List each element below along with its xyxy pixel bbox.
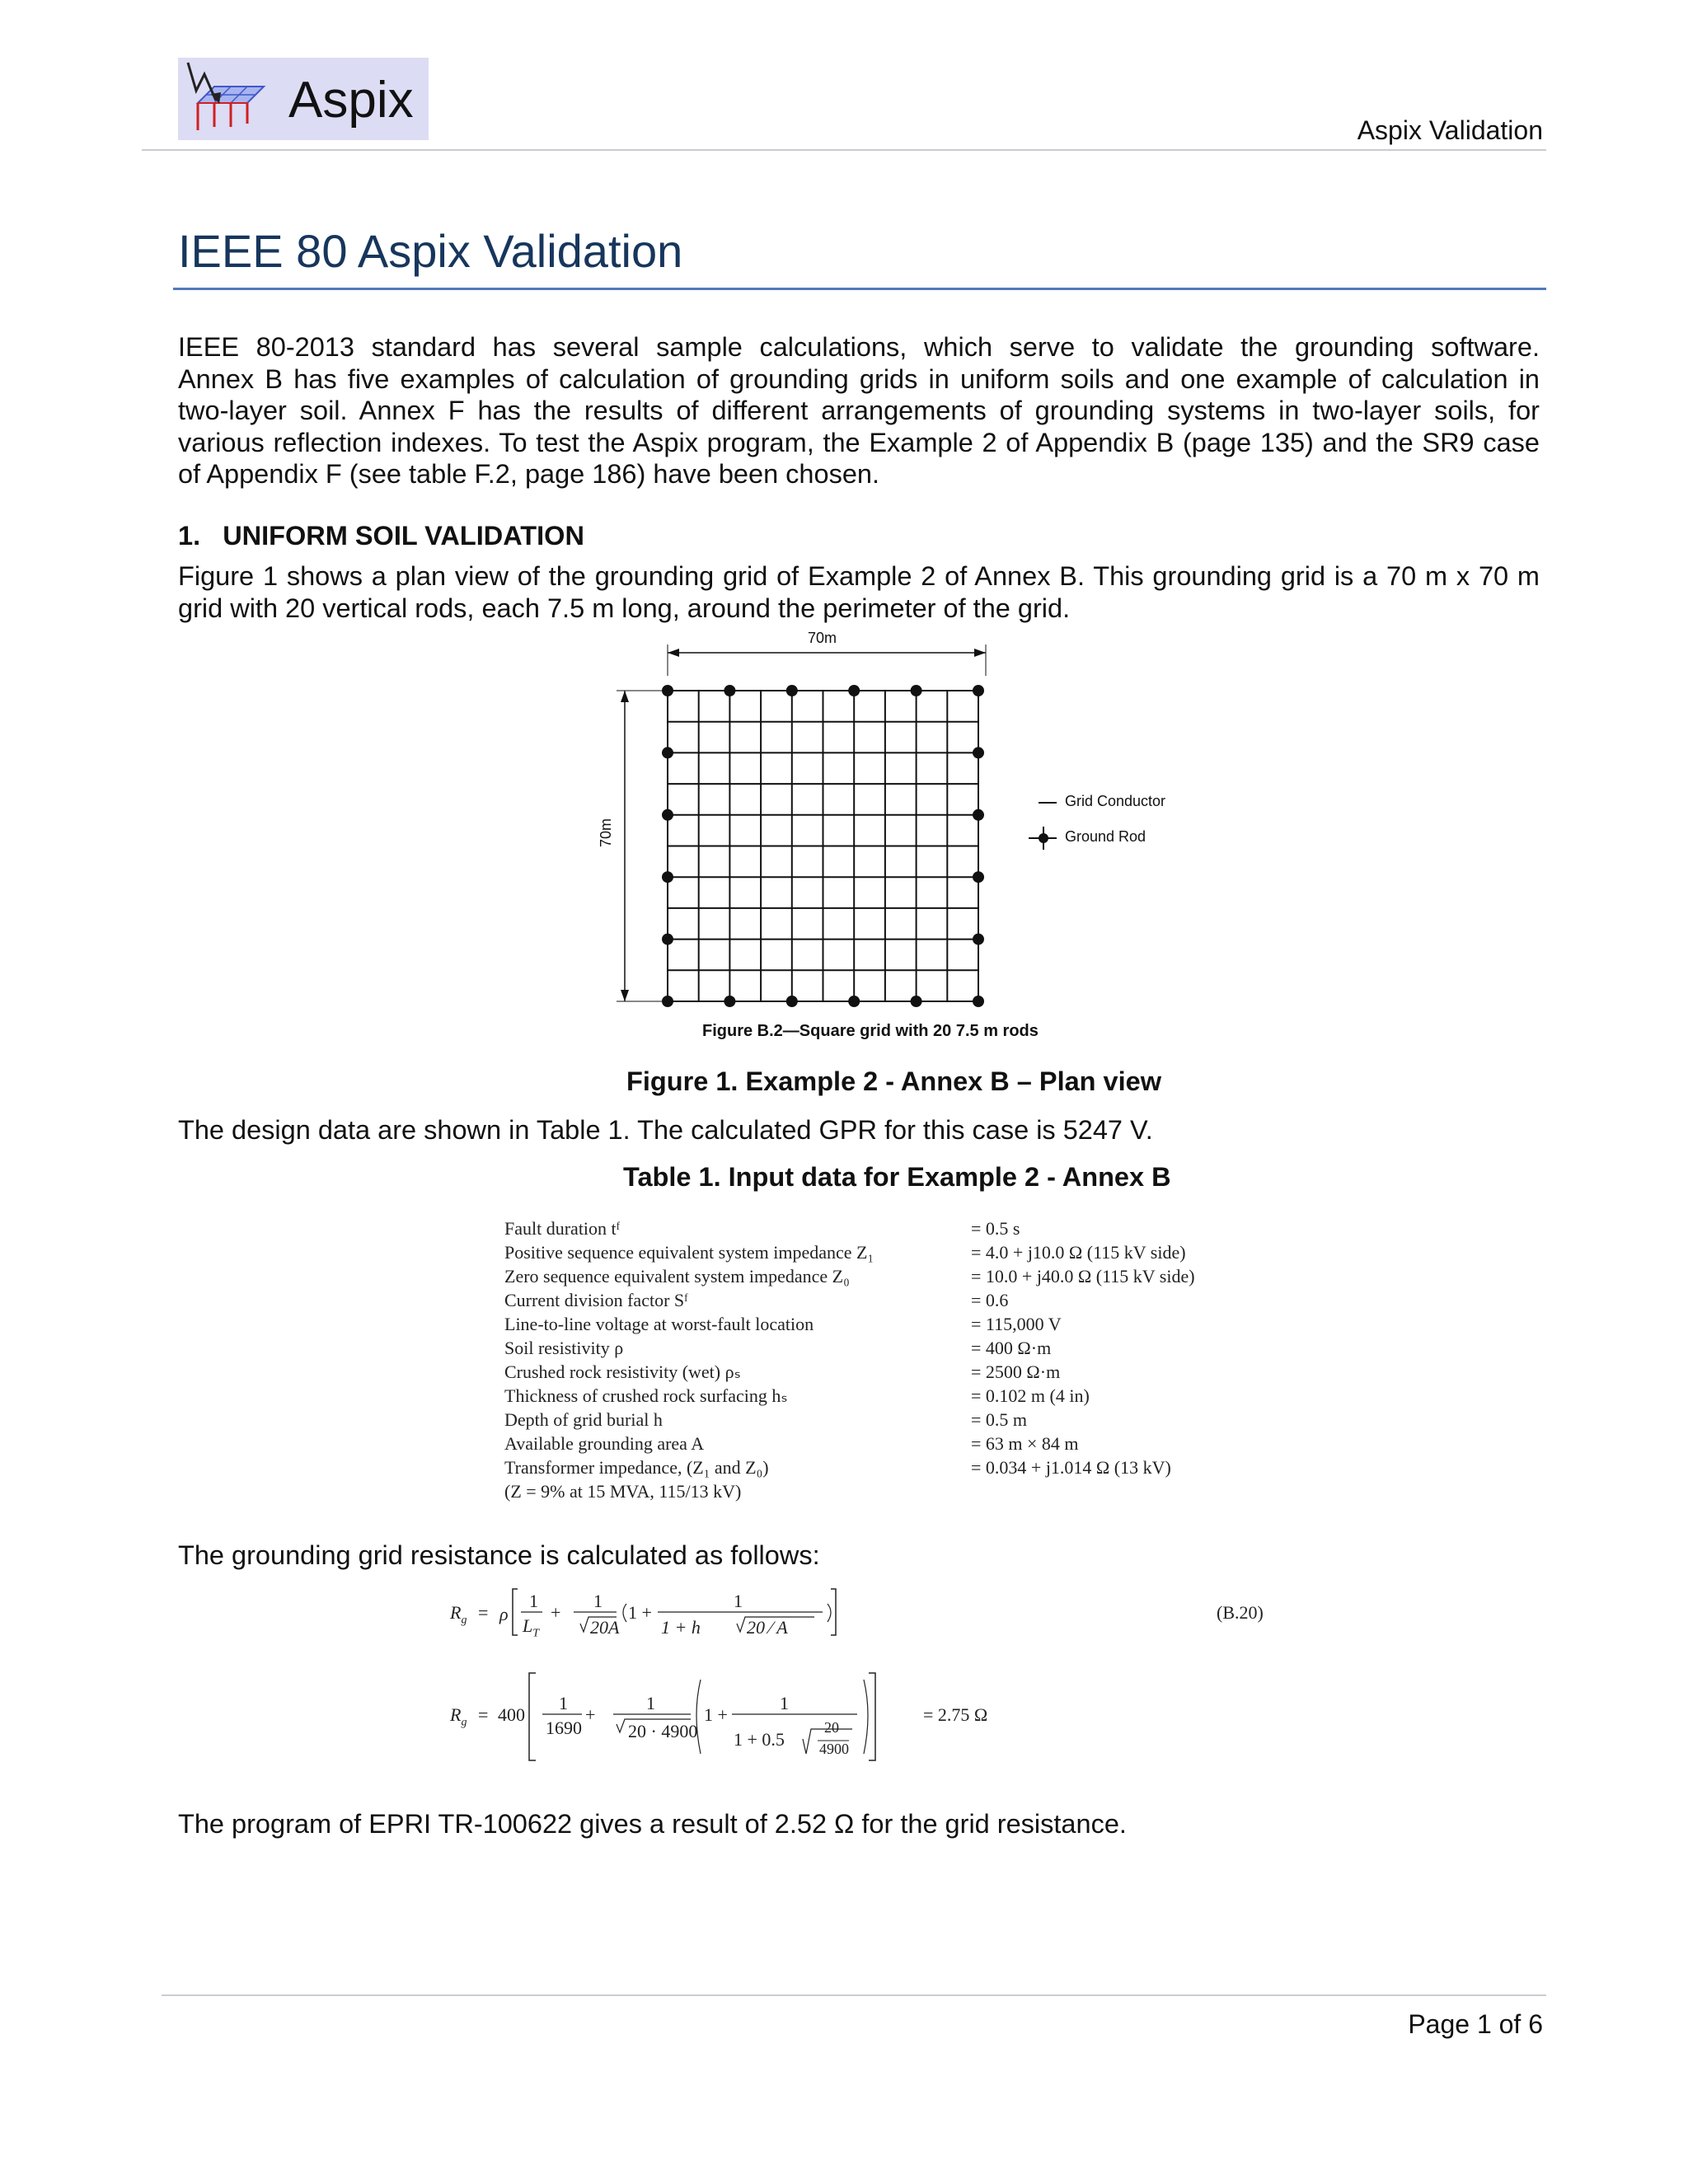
equation-b20 — [445, 1582, 1286, 1648]
eq2-lhs-sub: g — [461, 1716, 467, 1729]
eq2-oneplus: 1 + — [704, 1704, 728, 1725]
eq2-result: = 2.75 Ω — [923, 1704, 988, 1725]
ground-rod — [848, 996, 860, 1007]
table-row-value: = 0.6 — [971, 1290, 1009, 1310]
eq1-number: (B.20) — [1217, 1602, 1264, 1623]
eq1-LT-sub: T — [532, 1627, 540, 1640]
eq1-num1: 1 — [529, 1591, 538, 1611]
table-row-label: Current division factor Sᶠ — [504, 1290, 688, 1310]
ground-rod — [786, 685, 798, 696]
ground-rod — [848, 685, 860, 696]
table-row-value: = 2500 Ω·m — [971, 1361, 1061, 1382]
ground-rod — [973, 934, 984, 945]
ground-rod — [973, 809, 984, 821]
table-row-label: Fault duration tᶠ — [504, 1218, 621, 1239]
resistance-text — [178, 1540, 1540, 1572]
ground-rod — [911, 996, 922, 1007]
page-number: Page 1 of 6 — [1408, 2009, 1543, 2039]
footer-divider — [162, 1994, 1546, 1996]
eq2-frac-num: 20 — [824, 1719, 839, 1736]
eq2-d1: 1690 — [546, 1718, 582, 1738]
table-row-label: Zero sequence equivalent system impedance Z₀ — [504, 1266, 850, 1286]
ground-rod — [911, 685, 922, 696]
legend-conductor-label: Grid Conductor — [1065, 793, 1166, 809]
section-heading: 1. UNIFORM SOIL VALIDATION — [178, 521, 584, 551]
title-underline — [173, 288, 1546, 290]
page-title: IEEE 80 Aspix Validation — [178, 225, 683, 277]
eq1-rho: ρ — [499, 1604, 509, 1624]
grid-plan-figure — [577, 626, 1203, 1055]
table-row-label: Line-to-line voltage at worst-fault location — [504, 1314, 814, 1334]
eq2-plus: + — [585, 1704, 596, 1725]
intro-line: various reflection indexes. To test the Aspix program, the Example 2 of Appendix B (page 135) and the SR9 case — [178, 427, 1540, 457]
eq2-d2: 20 · 4900 — [628, 1721, 698, 1741]
intro-line: of Appendix F (see table F.2, page 186) have been chosen. — [178, 459, 880, 489]
side-dimension-label: 70m — [598, 818, 615, 848]
table-row-label: Positive sequence equivalent system impedance Z₁ — [504, 1242, 874, 1263]
eq1-plus: + — [551, 1602, 561, 1623]
intro-line: two-layer soil. Annex F has the results of different arrangements of grounding systems in two-layer soils, for — [178, 396, 1540, 425]
section1-paragraph — [178, 560, 1540, 624]
eq1-equals: = — [478, 1602, 489, 1623]
eq2-num2: 1 — [646, 1693, 655, 1713]
logo-text: Aspix — [288, 72, 414, 129]
ground-rod — [662, 871, 673, 883]
top-dimension-label: 70m — [808, 630, 837, 646]
ground-rod — [662, 747, 673, 758]
ground-rod — [662, 934, 673, 945]
legend-rod-label: Ground Rod — [1065, 828, 1146, 845]
table-row-value: = 0.5 m — [971, 1409, 1028, 1430]
header-divider — [142, 149, 1546, 151]
eq2-d3-prefix: 1 + 0.5 — [734, 1729, 785, 1750]
design-data-text — [178, 1114, 1540, 1146]
section1-line: grid with 20 vertical rods, each 7.5 m long, around the perimeter of the grid. — [178, 593, 1071, 623]
figure-caption: Figure 1. Example 2 - Annex B – Plan view — [626, 1066, 1162, 1096]
table-row-value: = 63 m × 84 m — [971, 1433, 1079, 1454]
eq1-num2: 1 — [593, 1591, 603, 1611]
table-row-label: Crushed rock resistivity (wet) ρₛ — [504, 1361, 741, 1382]
design-data-line: The design data are shown in Table 1. The calculated GPR for this case is 5247 V. — [178, 1115, 1153, 1145]
eq1-sqrt20A: 20A — [590, 1617, 620, 1638]
ground-rod — [724, 996, 735, 1007]
table-row-label: (Z = 9% at 15 MVA, 115/13 kV) — [504, 1481, 742, 1502]
epri-text — [178, 1808, 1540, 1840]
header-title: Aspix Validation — [1357, 115, 1543, 145]
eq2-num1: 1 — [559, 1693, 568, 1713]
table-row-label: Thickness of crushed rock surfacing hₛ — [504, 1385, 788, 1406]
ground-rod — [724, 685, 735, 696]
ground-rod — [973, 685, 984, 696]
ground-rod — [973, 747, 984, 758]
equation-numeric — [445, 1668, 988, 1767]
eq2-num3: 1 — [780, 1693, 789, 1713]
input-data-table — [504, 1218, 1246, 1515]
eq1-lhs: R — [450, 1602, 462, 1623]
ground-rod — [973, 996, 984, 1007]
intro-line: IEEE 80-2013 standard has several sample calculations, which serve to validate the grounding software. — [178, 332, 1540, 362]
table-row-value: = 0.5 s — [971, 1218, 1020, 1239]
ground-rod — [662, 685, 673, 696]
eq1-den-sqrt: 20 ⁄ A — [747, 1617, 788, 1638]
eq1-num3: 1 — [734, 1591, 743, 1611]
logo-grid-icon — [183, 58, 274, 140]
table-row-value: = 115,000 V — [971, 1314, 1062, 1334]
table-row-value: = 4.0 + j10.0 Ω (115 kV side) — [971, 1242, 1186, 1263]
table-row-value: = 400 Ω·m — [971, 1338, 1052, 1358]
resistance-line: The grounding grid resistance is calculated as follows: — [178, 1540, 820, 1570]
eq1-LT: L — [523, 1615, 533, 1636]
eq2-frac-den: 4900 — [819, 1741, 849, 1757]
table-caption: Table 1. Input data for Example 2 - Annex B — [623, 1162, 1171, 1192]
ground-rod — [662, 996, 673, 1007]
table-row-value: = 0.102 m (4 in) — [971, 1385, 1090, 1406]
eq2-lhs: R — [450, 1704, 462, 1725]
ground-rod — [973, 871, 984, 883]
table-row-label: Soil resistivity ρ — [504, 1338, 624, 1358]
ground-rod — [786, 996, 798, 1007]
figure-inner-caption: Figure B.2—Square grid with 20 7.5 m rods — [702, 1022, 1039, 1040]
epri-line: The program of EPRI TR-100622 gives a result of 2.52 Ω for the grid resistance. — [178, 1809, 1127, 1839]
table-row-value: = 0.034 + j1.014 Ω (13 kV) — [971, 1457, 1171, 1478]
table-row-label: Available grounding area A — [504, 1433, 705, 1454]
table-row-value: = 10.0 + j40.0 Ω (115 kV side) — [971, 1266, 1195, 1286]
intro-paragraph — [178, 331, 1540, 490]
intro-line: Annex B has five examples of calculation of grounding grids in uniform soils and one example of calculation in — [178, 363, 1540, 394]
ground-rod — [662, 809, 673, 821]
eq1-den-prefix: 1 + h — [661, 1617, 701, 1638]
table-row-label: Transformer impedance, (Z₁ and Z₀) — [504, 1457, 769, 1478]
table-row-label: Depth of grid burial h — [504, 1409, 663, 1430]
section1-line: Figure 1 shows a plan view of the grounding grid of Example 2 of Annex B. This grounding grid is a 70 m x 70 m — [178, 561, 1540, 591]
eq2-factor: 400 — [498, 1704, 525, 1725]
eq1-oneplus: 1 + — [628, 1602, 652, 1623]
eq1-lhs-sub: g — [461, 1614, 467, 1627]
eq2-equals: = — [478, 1704, 489, 1725]
